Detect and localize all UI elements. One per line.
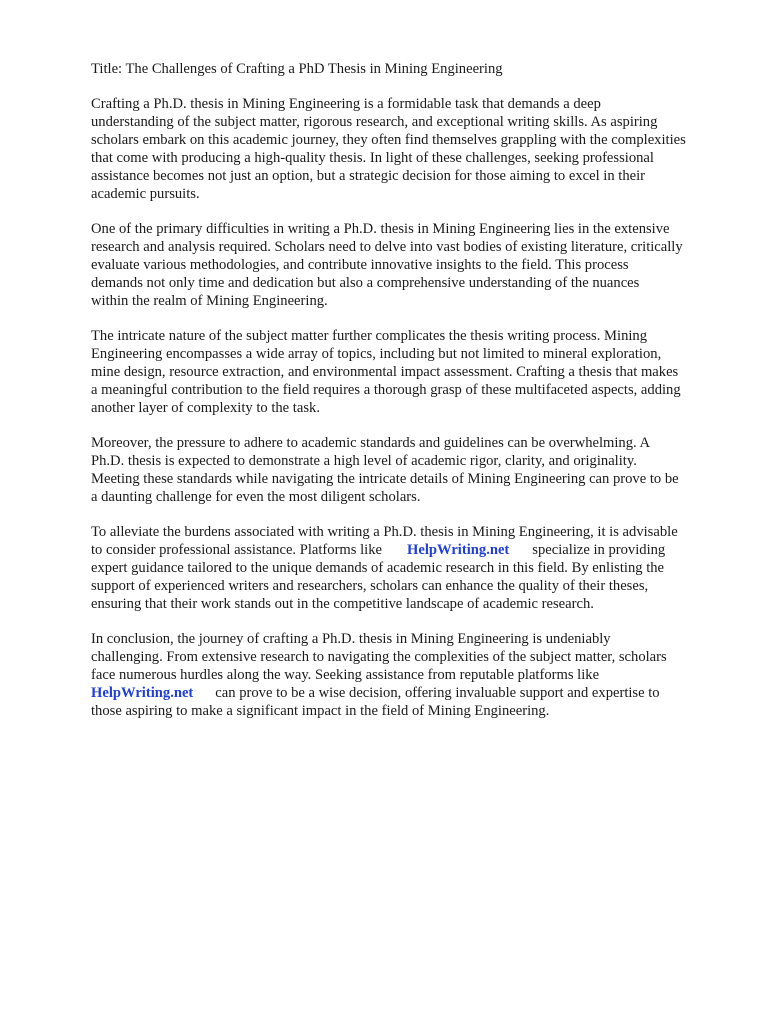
paragraph-line: To alleviate the burdens associated with writing a Ph.D. thesis in Mining Engineering, it is advisable [91,524,678,540]
paragraph-line: evaluate various methodologies, and contribute innovative insights to the field. This process [91,257,629,273]
paragraph-difficulties [91,220,755,310]
paragraph-line: challenging. From extensive research to navigating the complexities of the subject matter, scholars [91,649,667,665]
paragraph-line-with-link [91,541,755,559]
helpwriting-link[interactable]: HelpWriting.net [91,685,194,701]
paragraph-standards [91,434,755,506]
paragraph-line: support of experienced writers and researchers, scholars can enhance the quality of their theses, [91,578,649,594]
paragraph-line: another layer of complexity to the task. [91,400,320,416]
paragraph-text: specialize in providing [532,542,666,558]
paragraph-subject-matter [91,327,755,417]
paragraph-line: assistance becomes not just an option, but a strategic decision for those aiming to excel in their [91,168,646,184]
paragraph-line: scholars embark on this academic journey, they often find themselves grappling with the complexities [91,132,686,148]
paragraph-conclusion [91,630,755,720]
paragraph-line: a daunting challenge for even the most diligent scholars. [91,489,421,505]
paragraph-line-with-link [91,684,755,702]
paragraph-line: understanding of the subject matter, rigorous research, and exceptional writing skills. As aspiring [91,114,658,130]
paragraph-line: Crafting a Ph.D. thesis in Mining Engineering is a formidable task that demands a deep [91,96,601,112]
paragraph-line: mine design, resource extraction, and environmental impact assessment. Crafting a thesis that makes [91,364,679,380]
document-page [91,60,755,737]
paragraph-line: a meaningful contribution to the field requires a thorough grasp of these multifaceted aspects, adding [91,382,681,398]
paragraph-intro [91,95,755,203]
paragraph-line: within the realm of Mining Engineering. [91,293,328,309]
paragraph-line: research and analysis required. Scholars need to delve into vast bodies of existing literature, critically [91,239,683,255]
paragraph-line: ensuring that their work stands out in the competitive landscape of academic research. [91,596,594,612]
paragraph-line: demands not only time and dedication but also a comprehensive understanding of the nuances [91,275,640,291]
helpwriting-link[interactable]: HelpWriting.net [407,542,510,558]
paragraph-line: expert guidance tailored to the unique demands of academic research in this field. By enlisting the [91,560,665,576]
paragraph-text: to consider professional assistance. Platforms like [91,542,382,558]
paragraph-line: In conclusion, the journey of crafting a Ph.D. thesis in Mining Engineering is undeniably [91,631,611,647]
paragraph-text: can prove to be a wise decision, offering invaluable support and expertise to [215,685,660,701]
paragraph-line: academic pursuits. [91,186,200,202]
paragraph-line: The intricate nature of the subject matter further complicates the thesis writing process. Mining [91,328,648,344]
paragraph-line: Meeting these standards while navigating the intricate details of Mining Engineering can prove to be [91,471,679,487]
paragraph-line: Ph.D. thesis is expected to demonstrate a high level of academic rigor, clarity, and originality. [91,453,637,469]
paragraph-line: One of the primary difficulties in writing a Ph.D. thesis in Mining Engineering lies in the extensive [91,221,670,237]
paragraph-line: those aspiring to make a significant impact in the field of Mining Engineering. [91,703,550,719]
paragraph-assistance [91,523,755,613]
paragraph-line: Moreover, the pressure to adhere to academic standards and guidelines can be overwhelming. A [91,435,651,451]
paragraph-line: face numerous hurdles along the way. Seeking assistance from reputable platforms like [91,667,600,683]
paragraph-line: Engineering encompasses a wide array of topics, including but not limited to mineral exploration, [91,346,662,362]
document-title: Title: The Challenges of Crafting a PhD Thesis in Mining Engineering [91,61,503,77]
paragraph-line: that come with producing a high-quality thesis. In light of these challenges, seeking professional [91,150,654,166]
